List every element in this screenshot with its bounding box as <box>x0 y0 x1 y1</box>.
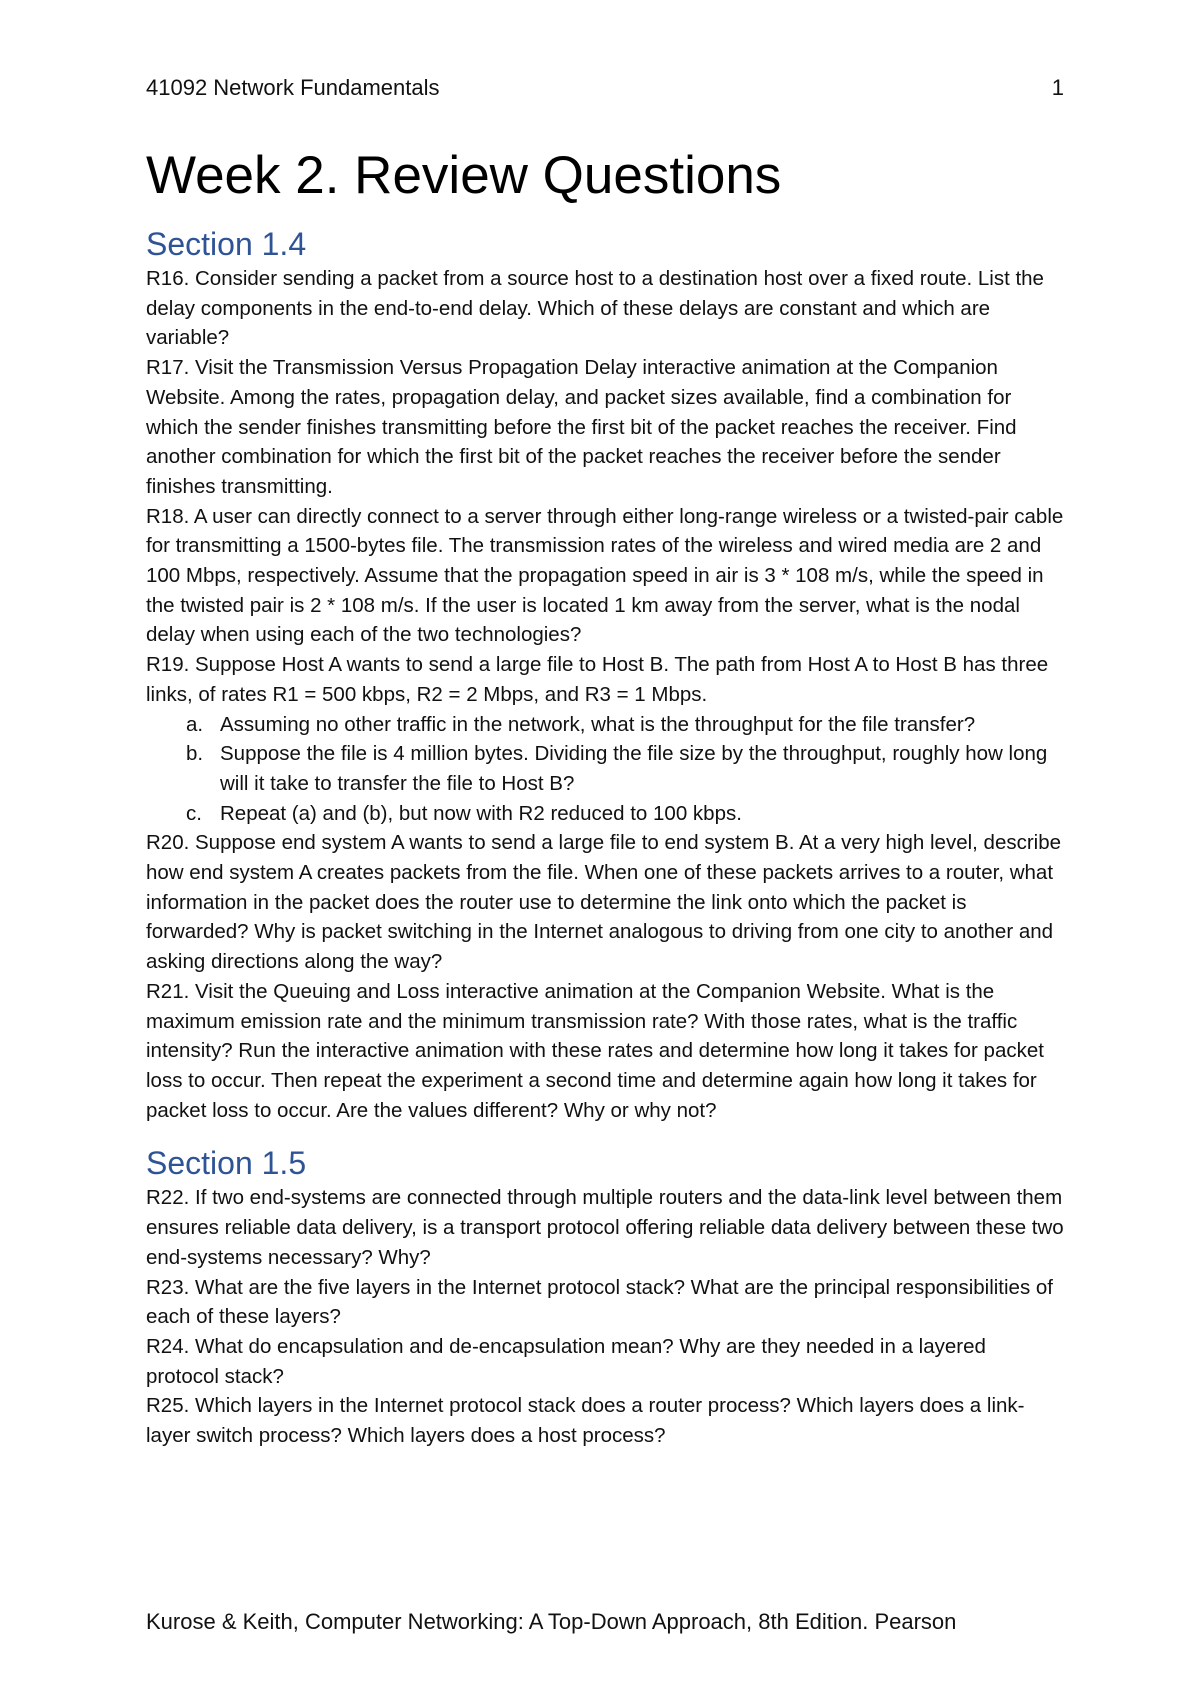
question-r22: R22. If two end-systems are connected through multiple routers and the data-link level between them ensures reliable data delivery, is a transport protocol offering reliable data delivery between these two end-systems necessary? Why? <box>146 1186 1064 1269</box>
list-marker: a. <box>186 712 204 736</box>
document-title: Week 2. Review Questions <box>146 146 782 205</box>
course-name: 41092 Network Fundamentals <box>146 75 440 100</box>
list-item-text: Suppose the file is 4 million bytes. Dividing the file size by the throughput, roughly how long will it take to transfer the file to Host B? <box>220 742 1048 795</box>
question-r19: R19. Suppose Host A wants to send a large file to Host B. The path from Host A to Host B has three links, of rates R1 = 500 kbps, R2 = 2 Mbps, and R3 = 1 Mbps. <box>146 653 1049 706</box>
question-r20: R20. Suppose end system A wants to send a large file to end system B. At a very high level, describe how end system A creates packets from the file. When one of these packets arrives to a router, what information in the packet does the router use to determine the link onto which the packet is forwarded? Why is packet switching in the Internet analogous to driving from one city to another and asking directions along the way? <box>146 831 1062 974</box>
list-item-text: Assuming no other traffic in the network, what is the throughput for the file transfer? <box>220 712 976 736</box>
section-heading-1-4: Section 1.4 <box>146 226 307 262</box>
list-item <box>186 710 1064 740</box>
list-item-text: Repeat (a) and (b), but now with R2 reduced to 100 kbps. <box>220 801 742 825</box>
question-r23: R23. What are the five layers in the Internet protocol stack? What are the principal responsibilities of each of these layers? <box>146 1275 1054 1329</box>
question-r24: R24. What do encapsulation and de-encapsulation mean? Why are they needed in a layered protocol stack? <box>146 1334 986 1388</box>
question-r19-subitems <box>146 710 1064 829</box>
list-marker: c. <box>186 801 202 825</box>
page-number: 1 <box>1051 75 1064 100</box>
list-marker: b. <box>186 742 204 766</box>
question-r17: R17. Visit the Transmission Versus Propagation Delay interactive animation at the Companion Website. Among the rates, propagation delay, and packet sizes available, find a combination for which the sender finishes transmitting before the first bit of the packet reaches the receiver. Find another combination for which the first bit of the packet reaches the receiver before the sender finishes transmitting. <box>146 356 1017 498</box>
section-heading-1-5: Section 1.5 <box>146 1145 307 1182</box>
list-item <box>186 799 1064 829</box>
list-item <box>186 739 1064 798</box>
question-r25: R25. Which layers in the Internet protocol stack does a router process? Which layers does a link-layer switch process? Which layers does a host process? <box>146 1394 1025 1448</box>
question-r21: R21. Visit the Queuing and Loss interactive animation at the Companion Website. What is the maximum emission rate and the minimum transmission rate? With those rates, what is the traffic intensity? Run the interactive animation with these rates and determine how long it takes for packet loss to occur. Then repeat the experiment a second time and determine again how long it takes for packet loss to occur. Are the values different? Why or why not? <box>146 979 1044 1122</box>
question-r18: R18. A user can directly connect to a server through either long-range wireless or a twisted-pair cable for transmitting a 1500-bytes file. The transmission rates of the wireless and wired media are 2 and 100 Mbps, respectively. Assume that the propagation speed in air is 3 * 108 m/s, while the speed in the twisted pair is 2 * 108 m/s. If the user is located 1 km away from the server, what is the nodal delay when using each of the two technologies? <box>146 504 1064 647</box>
document-body <box>146 138 1064 1451</box>
page-header <box>146 74 1064 102</box>
question-r16: R16. Consider sending a packet from a source host to a destination host over a fixed route. List the delay components in the end-to-end delay. Which of these delays are constant and which are variable? <box>146 267 1044 350</box>
page-footer: Kurose & Keith, Computer Networking: A Top-Down Approach, 8th Edition. Pearson <box>146 1609 957 1634</box>
